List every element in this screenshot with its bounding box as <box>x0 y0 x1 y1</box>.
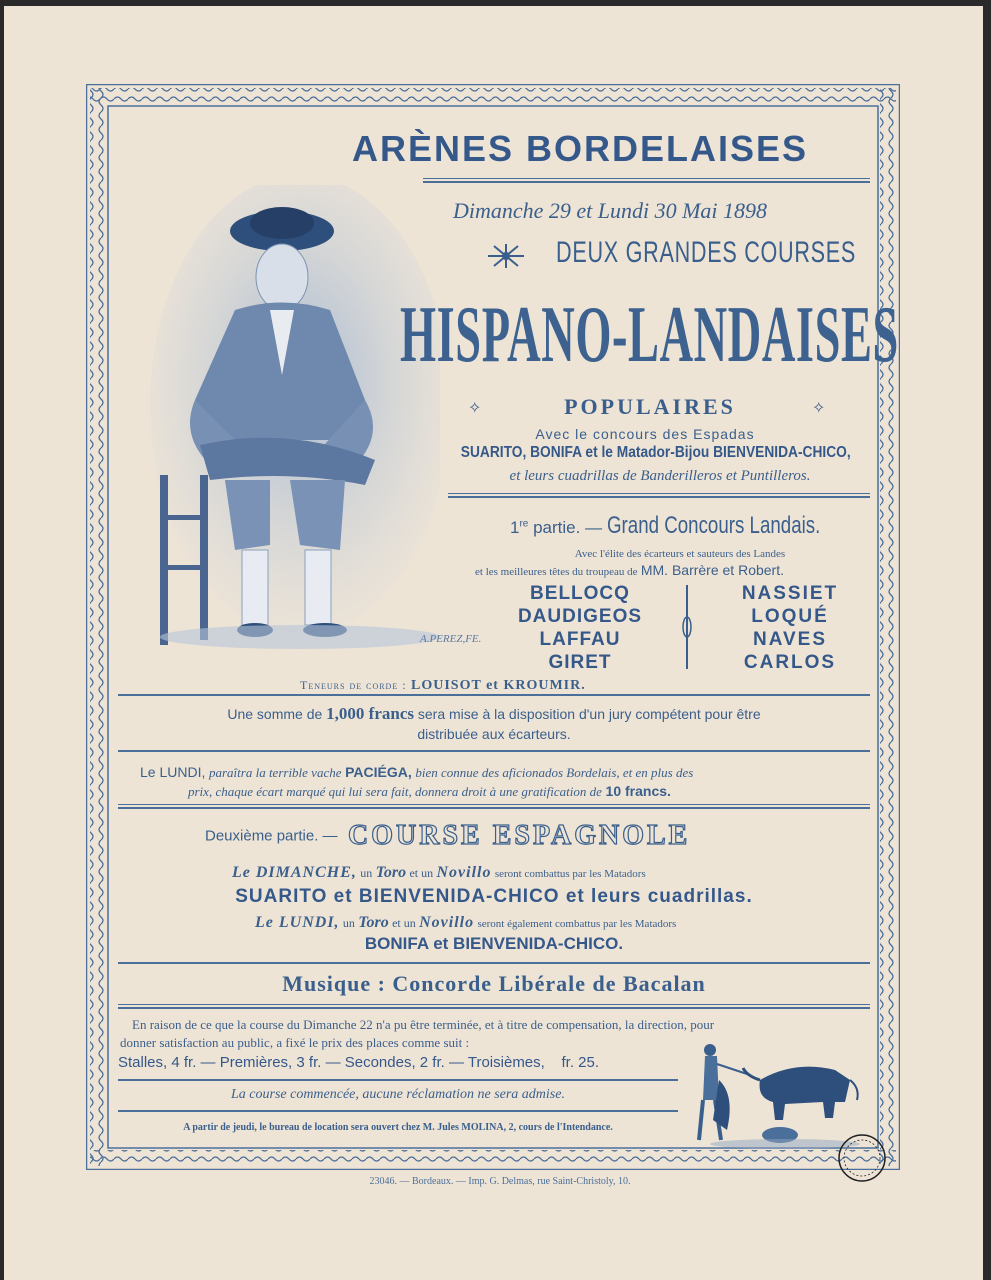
dimanche-novillo: Novillo <box>436 864 492 881</box>
prices-intro2: donner satisfaction au public, a fixé le prix des places comme suit : <box>120 1035 470 1050</box>
lundi2-toro: Toro <box>358 914 389 931</box>
part1-desc1: Avec l'élite des écarteurs et sauteurs des Landes <box>574 548 786 560</box>
part1-desc2 <box>475 562 784 578</box>
dimanche-day: Le DIMANCHE, <box>232 864 357 881</box>
lundi-line2-pre: prix, chaque écart marqué qui lui sera fait, donnera droit à une gratification de <box>188 784 602 799</box>
lundi-rest: bien connue des aficionados Bordelais, et en plus des <box>415 765 694 780</box>
lundi2-novillo: Novillo <box>419 914 475 931</box>
photo-signature: A.PEREZ,FE. <box>420 633 482 645</box>
musique: Musique : Concorde Libérale de Bacalan <box>282 971 706 996</box>
teneurs-label: Teneurs de corde : <box>300 678 407 692</box>
avec-concours: Avec le concours des Espadas <box>535 426 755 442</box>
library-stamp-icon <box>836 1132 888 1184</box>
teneurs-names: LOUISOT et KROUMIR. <box>411 678 586 693</box>
column-divider-ornament <box>680 585 694 669</box>
prize-pre: Une somme de <box>227 706 323 722</box>
lundi2-un: un <box>342 916 355 930</box>
name-item: NASSIET <box>741 583 839 604</box>
lundi2-rest: seront également combattus par les Matadors <box>477 918 677 930</box>
dimanche-rest: seront combattus par les Matadors <box>494 868 646 880</box>
prize-line2: distribuée aux écarteurs. <box>417 726 571 742</box>
name-item: NAVES <box>752 629 828 650</box>
location-note: A partir de jeudi, le bureau de location sera ouvert chez M. Jules MOLINA, 2, cours de l'Intendance. <box>183 1122 613 1133</box>
name-item: LOQUÉ <box>751 606 829 627</box>
names-left-column <box>490 582 670 674</box>
prize-line1 <box>118 704 870 724</box>
divider-part2 <box>118 804 870 809</box>
lundi-line1 <box>140 764 870 781</box>
ornament-left-icon: ✧ <box>468 400 482 417</box>
name-item: GIRET <box>548 652 612 673</box>
espadas: SUARITO, BONIFA et le Matador-Bijou BIENVENIDA-CHICO, <box>460 444 851 461</box>
lundi-line2 <box>188 783 878 800</box>
imprint: 23046. — Bordeaux. — Imp. G. Delmas, rue Saint-Christoly, 10. <box>369 1176 631 1187</box>
main-title-hispano-landaises: HISPANO-LANDAISES <box>400 291 899 379</box>
divider-title <box>423 178 870 183</box>
poster-title: ARÈNES BORDELAISES <box>351 128 809 169</box>
name-item: LAFFAU <box>539 629 621 650</box>
divider-musique-top <box>118 962 870 964</box>
part2-title: COURSE ESPAGNOLE <box>348 820 691 851</box>
part1-desc2-pre: et les meilleures têtes du troupeau de <box>475 566 638 578</box>
prices-intro1: En raison de ce que la course du Dimanche 22 n'a pu être terminée, et à titre de compensation, la direction, pour <box>132 1017 715 1032</box>
divider-lundi <box>118 750 870 752</box>
name-item: BELLOCQ <box>530 583 630 604</box>
lundi-mid: paraîtra la terrible vache <box>208 765 342 780</box>
part1-desc2-names: MM. Barrère et Robert. <box>640 562 784 578</box>
dimanche-line <box>232 864 646 882</box>
ornament-right-icon: ✧ <box>812 400 826 417</box>
part2-label: Deuxième partie. — <box>205 827 338 845</box>
prize-amount: 1,000 francs <box>326 704 414 723</box>
part1-number: 1 <box>510 518 520 537</box>
name-item: CARLOS <box>743 652 837 673</box>
divider-part1 <box>448 493 870 498</box>
deux-grandes-courses: DEUX GRANDES COURSES <box>556 236 857 269</box>
divider-prize <box>118 694 870 696</box>
lundi-line2-amount: 10 francs. <box>605 783 671 799</box>
dimanche-un: un <box>360 866 373 880</box>
dimanche-names: SUARITO et BIENVENIDA-CHICO et leurs cuadrillas. <box>235 886 753 907</box>
dimanche-et: et un <box>409 866 434 880</box>
populaires: POPULAIRES <box>564 394 736 419</box>
prices-line: Stalles, 4 fr. — Premières, 3 fr. — Secondes, 2 fr. — Troisièmes, fr. 25. <box>118 1054 600 1071</box>
lundi-part2-line <box>255 914 676 932</box>
torero-photograph <box>140 185 440 665</box>
lundi2-et: et un <box>392 916 416 930</box>
scan-edge-top <box>0 0 991 6</box>
prize-post: sera mise à la disposition d'un jury compétent pour être <box>417 706 761 722</box>
part1-label: partie. — <box>528 518 603 537</box>
dimanche-toro: Toro <box>375 864 407 881</box>
lundi-names: BONIFA et BIENVENIDA-CHICO. <box>364 934 624 953</box>
scan-edge-right <box>983 0 991 1280</box>
divider-prices <box>118 1004 870 1009</box>
teneurs-de-corde <box>300 676 586 694</box>
part2-heading <box>205 820 690 852</box>
part1-sup: re <box>519 518 529 530</box>
cuadrillas: et leurs cuadrillas de Banderilleros et Puntilleros. <box>509 468 811 484</box>
star-ornament-icon <box>486 242 526 275</box>
names-right-column <box>700 582 880 674</box>
lundi-day: Le LUNDI, <box>140 764 206 780</box>
part1-heading <box>510 512 880 540</box>
name-item: DAUDIGEOS <box>517 606 643 627</box>
divider-location <box>118 1110 678 1112</box>
event-dates: Dimanche 29 et Lundi 30 Mai 1898 <box>452 198 768 223</box>
part1-title: Grand Concours Landais. <box>606 512 820 539</box>
divider-no-claim <box>118 1079 678 1081</box>
no-claim: La course commencée, aucune réclamation ne sera admise. <box>231 1087 565 1102</box>
lundi2-day: Le LUNDI, <box>255 914 340 931</box>
scan-edge-left <box>0 0 4 1280</box>
vache-name: PACIÉGA, <box>345 764 412 780</box>
